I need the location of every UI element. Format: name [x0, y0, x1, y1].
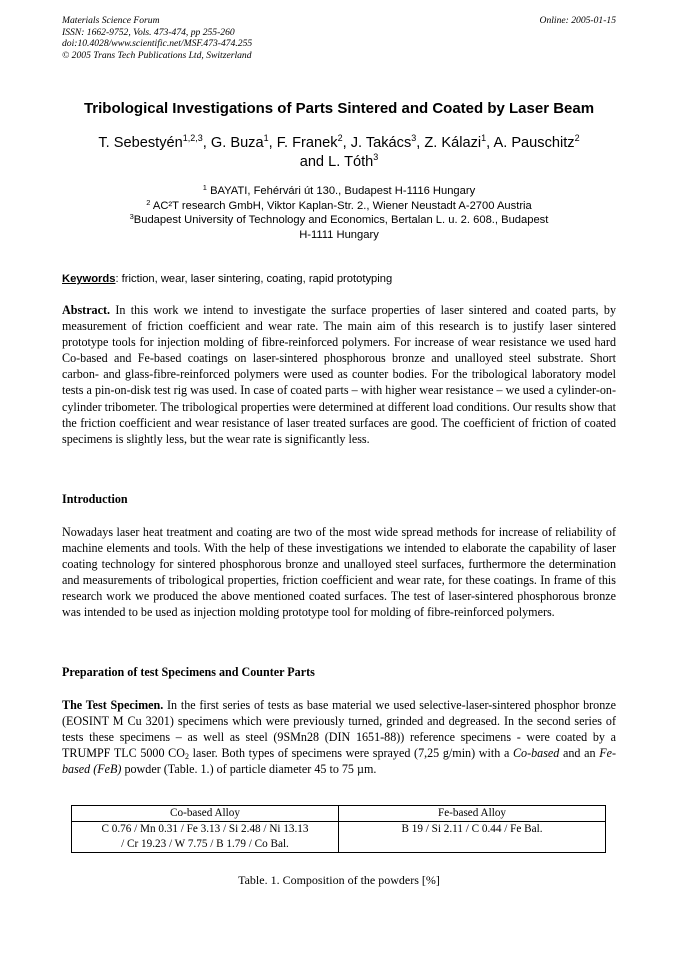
introduction-heading: Introduction — [62, 492, 128, 506]
abstract-label: Abstract. — [62, 303, 111, 317]
author: T. Sebestyén$^{1,2,3}$, — [98, 133, 211, 151]
composition-table — [71, 805, 606, 853]
author: and L. Tóth$^3$ — [299, 151, 379, 170]
issn-line: ISSN: 1662-9752, Vols. 473-474, pp 255-260 — [62, 26, 235, 38]
journal-name: Materials Science Forum — [62, 15, 160, 26]
test-specimen-label: The Test Specimen. — [62, 698, 164, 712]
table-caption: Table. 1. Composition of the powders [%] — [238, 873, 440, 887]
author: G. Buza$^1$, — [210, 133, 277, 151]
affiliations — [40, 184, 638, 243]
author: F. Franek$^2$, — [276, 133, 351, 151]
table-cell: C 0.76 / Mn 0.31 / Fe 3.13 / Si 2.48 / Ni 13.13 / Cr 19.23 / W 7.75 / B 1.79 / Co Bal. — [72, 822, 339, 853]
abstract-paragraph — [62, 302, 616, 447]
abstract-text: In this work we intend to investigate the surface properties of laser sintered and coated parts, by measurement of friction coefficient and wear rate. The main aim of this research is to justify laser sintered prototype tools for injection molding of fibre-reinforced polymers. For increase of wear resistance we used hard Co-based and Fe-based coatings on laser-sintered phosphorous bronze and unalloyed steel substrate. Short carbon- and glass-fibre-reinforced polymers were used as counter bodies. For the tribological laboratory model tests a pin-on-disk test rig was used. In case of coated parts – with higher wear resistance – we used a cylinder-on-cylinder tribometer. The tribological properties were determined at different load conditions. Our results show that the friction coefficient and wear resistance of laser treated surfaces are good. The coefficient of friction of coated specimens is slightly less, but the wear rate is significantly less. — [62, 303, 616, 446]
table-header-cell: Fe-based Alloy — [339, 806, 606, 822]
keywords-text: : friction, wear, laser sintering, coating, rapid prototyping — [115, 273, 393, 285]
author: A. Pauschitz$^2$ — [493, 133, 580, 151]
preparation-heading: Preparation of test Specimens and Counter Parts — [62, 665, 315, 679]
table-row — [72, 822, 606, 853]
author: Z. Kálazi$^1$, — [424, 133, 494, 151]
journal-header — [62, 15, 616, 61]
keywords-line — [62, 272, 616, 286]
affiliation-line: $^2$ AC²T research GmbH, Viktor Kaplan-Str. 2., Wiener Neustadt A-2700 Austria — [146, 197, 532, 212]
table-cell: B 19 / Si 2.11 / C 0.44 / Fe Bal. — [339, 822, 606, 853]
introduction-paragraph: Nowadays laser heat treatment and coating are two of the most wide spread methods for increase of reliability of machine elements and tools. With the help of these investigations we intended to elaborate the capability of laser coating technology for sintered phosphorous bronze and unalloyed steel surfaces, furthermore the determination and measurements of tribological properties, friction coefficient and wear rate, for these coatings. In frame of this research work we produced the above mentioned coated surfaces. The test of laser-sintered phosphorous bronze was intended to be used as injection molding prototype tool for molding of fibre-reinforced polymers. — [62, 525, 616, 620]
author-list — [40, 134, 638, 171]
test-specimen-paragraph: The Test Specimen. In the first series of tests as base material we used selective-laser-sintered phosphor bronze (EOSINT M Cu 3201) specimens which were previously turned, grinded and degreased. In the second series of tests these specimens – as well as steel (9SMn28 (DIN 1651-88)) reference specimens - were coated by a TRUMPF TLC 5000 $CO_2$ laser. Both types of specimens were sprayed (7,25 g/min) with a Co-based and an Fe-based (FeB) powder (Table. 1.) of particle diameter 45 to 75 µm. — [62, 698, 616, 777]
paper-title: Tribological Investigations of Parts Sintered and Coated by Laser Beam — [83, 100, 595, 117]
affiliation-line: $^1$ BAYATI, Fehérvári út 130., Budapest H-1116 Hungary — [202, 183, 476, 197]
affiliation-line: $^3$Budapest University of Technology and Economics, Bertalan L. u. 2. 608., Budapest — [129, 212, 549, 227]
doi-line[interactable]: doi:10.4028/www.scientific.net/MSF.473-474.255 — [62, 38, 253, 50]
online-date: Online: 2005-01-15 — [539, 15, 616, 26]
table-header-row — [72, 806, 606, 822]
author: J. Takács$^3$, — [350, 133, 425, 151]
copyright-line: © 2005 Trans Tech Publications Ltd, Switzerland — [62, 49, 252, 61]
keywords-label: Keywords — [62, 273, 116, 285]
table-header-cell: Co-based Alloy — [72, 806, 339, 822]
affiliation-line: H-1111 Hungary — [299, 229, 379, 242]
